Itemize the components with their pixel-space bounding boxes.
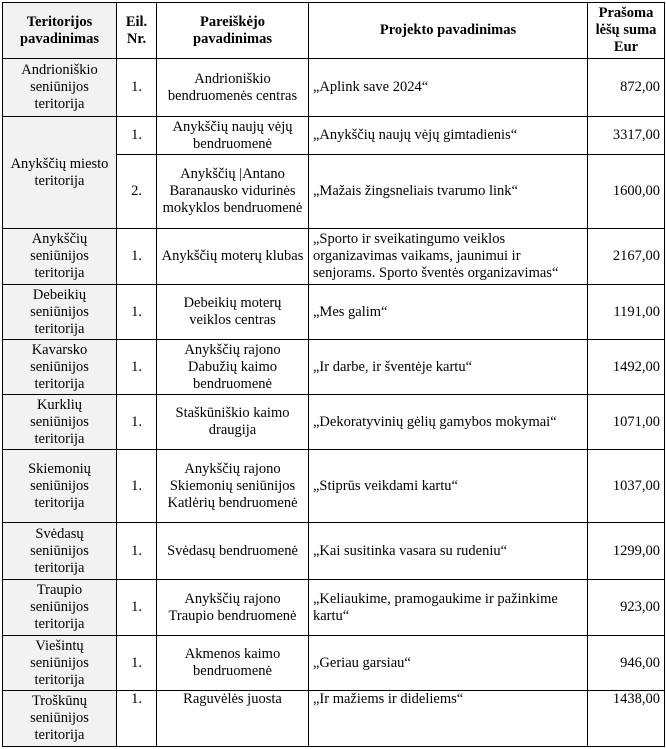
table-row — [3, 229, 665, 285]
header-applicant: Pareiškėjo pavadinimas — [157, 3, 309, 59]
project-cell: „Dekoratyvinių gėlių gamybos mokymai“ — [309, 395, 588, 450]
table-row — [3, 285, 665, 340]
applicant-cell: Anykščių naujų vėjų bendruomenė — [157, 117, 309, 155]
territory-cell: Troškūnų seniūnijos teritorija — [3, 691, 117, 747]
applicant-cell: Anykščių |Antano Baranausko vidurinės mokyklos bendruomenė — [157, 155, 309, 229]
nr-cell: 1. — [117, 117, 157, 155]
table-row — [3, 691, 665, 747]
header-project: Projekto pavadinimas — [309, 3, 588, 59]
project-cell: „Keliaukime, pramogaukime ir pažinkime kartu“ — [309, 580, 588, 636]
territory-cell: Viešintų seniūnijos teritorija — [3, 636, 117, 691]
table-row — [3, 636, 665, 691]
amount-cell: 1492,00 — [588, 340, 665, 395]
nr-cell: 1. — [117, 59, 157, 117]
amount-cell: 1071,00 — [588, 395, 665, 450]
applicant-cell: Akmenos kaimo bendruomenė — [157, 636, 309, 691]
amount-cell: 1438,00 — [588, 691, 665, 747]
amount-cell: 1299,00 — [588, 523, 665, 580]
project-cell: „Aplink save 2024“ — [309, 59, 588, 117]
amount-cell: 1191,00 — [588, 285, 665, 340]
territory-cell: Debeikių seniūnijos teritorija — [3, 285, 117, 340]
amount-cell: 2167,00 — [588, 229, 665, 285]
table-row — [3, 450, 665, 523]
project-cell: „Kai susitinka vasara su rudeniu“ — [309, 523, 588, 580]
table-row — [3, 340, 665, 395]
header-nr: Eil. Nr. — [117, 3, 157, 59]
applicant-cell: Staškūniškio kaimo draugija — [157, 395, 309, 450]
applicant-cell: Andrioniškio bendruomenės centras — [157, 59, 309, 117]
header-amount: Prašoma lėšų suma Eur — [588, 3, 665, 59]
amount-cell: 1600,00 — [588, 155, 665, 229]
project-cell: „Ir darbe, ir šventėje kartu“ — [309, 340, 588, 395]
project-cell: „Ir mažiems ir dideliems“ — [309, 691, 588, 747]
project-cell: „Sporto ir sveikatingumo veiklos organizavimas vaikams, jaunimui ir senjorams. Sporto šventės organizavimas“ — [309, 229, 588, 285]
territory-cell: Andrioniškio seniūnijos teritorija — [3, 59, 117, 117]
territory-cell: Kurklių seniūnijos teritorija — [3, 395, 117, 450]
territory-cell: Anykščių seniūnijos teritorija — [3, 229, 117, 285]
applicant-cell: Raguvėlės juosta — [157, 691, 309, 747]
table-row — [3, 395, 665, 450]
nr-cell: 1. — [117, 691, 157, 747]
applicant-cell: Anykščių rajono Traupio bendruomenė — [157, 580, 309, 636]
territory-cell: Anykščių miesto teritorija — [3, 117, 117, 229]
amount-cell: 923,00 — [588, 580, 665, 636]
header-territory: Teritorijos pavadinimas — [3, 3, 117, 59]
amount-cell: 1037,00 — [588, 450, 665, 523]
nr-cell: 1. — [117, 450, 157, 523]
project-cell: „Anykščių naujų vėjų gimtadienis“ — [309, 117, 588, 155]
amount-cell: 872,00 — [588, 59, 665, 117]
table-row — [3, 59, 665, 117]
nr-cell: 1. — [117, 636, 157, 691]
table-row — [3, 117, 665, 155]
grants-table — [2, 2, 665, 747]
header-row — [3, 3, 665, 59]
nr-cell: 1. — [117, 340, 157, 395]
nr-cell: 1. — [117, 580, 157, 636]
applicant-cell: Anykščių rajono Skiemonių seniūnijos Katlėrių bendruomenė — [157, 450, 309, 523]
nr-cell: 2. — [117, 155, 157, 229]
project-cell: „Mažais žingsneliais tvarumo link“ — [309, 155, 588, 229]
territory-cell: Skiemonių seniūnijos teritorija — [3, 450, 117, 523]
amount-cell: 946,00 — [588, 636, 665, 691]
applicant-cell: Anykščių rajono Dabužių kaimo bendruomenė — [157, 340, 309, 395]
applicant-cell: Svėdasų bendruomenė — [157, 523, 309, 580]
territory-cell: Kavarsko seniūnijos teritorija — [3, 340, 117, 395]
project-cell: „Stiprūs veikdami kartu“ — [309, 450, 588, 523]
territory-cell: Traupio seniūnijos teritorija — [3, 580, 117, 636]
territory-cell: Svėdasų seniūnijos teritorija — [3, 523, 117, 580]
nr-cell: 1. — [117, 285, 157, 340]
table-row — [3, 580, 665, 636]
nr-cell: 1. — [117, 395, 157, 450]
project-cell: „Geriau garsiau“ — [309, 636, 588, 691]
amount-cell: 3317,00 — [588, 117, 665, 155]
applicant-cell: Debeikių moterų veiklos centras — [157, 285, 309, 340]
project-cell: „Mes galim“ — [309, 285, 588, 340]
nr-cell: 1. — [117, 523, 157, 580]
table-row — [3, 523, 665, 580]
applicant-cell: Anykščių moterų klubas — [157, 229, 309, 285]
nr-cell: 1. — [117, 229, 157, 285]
